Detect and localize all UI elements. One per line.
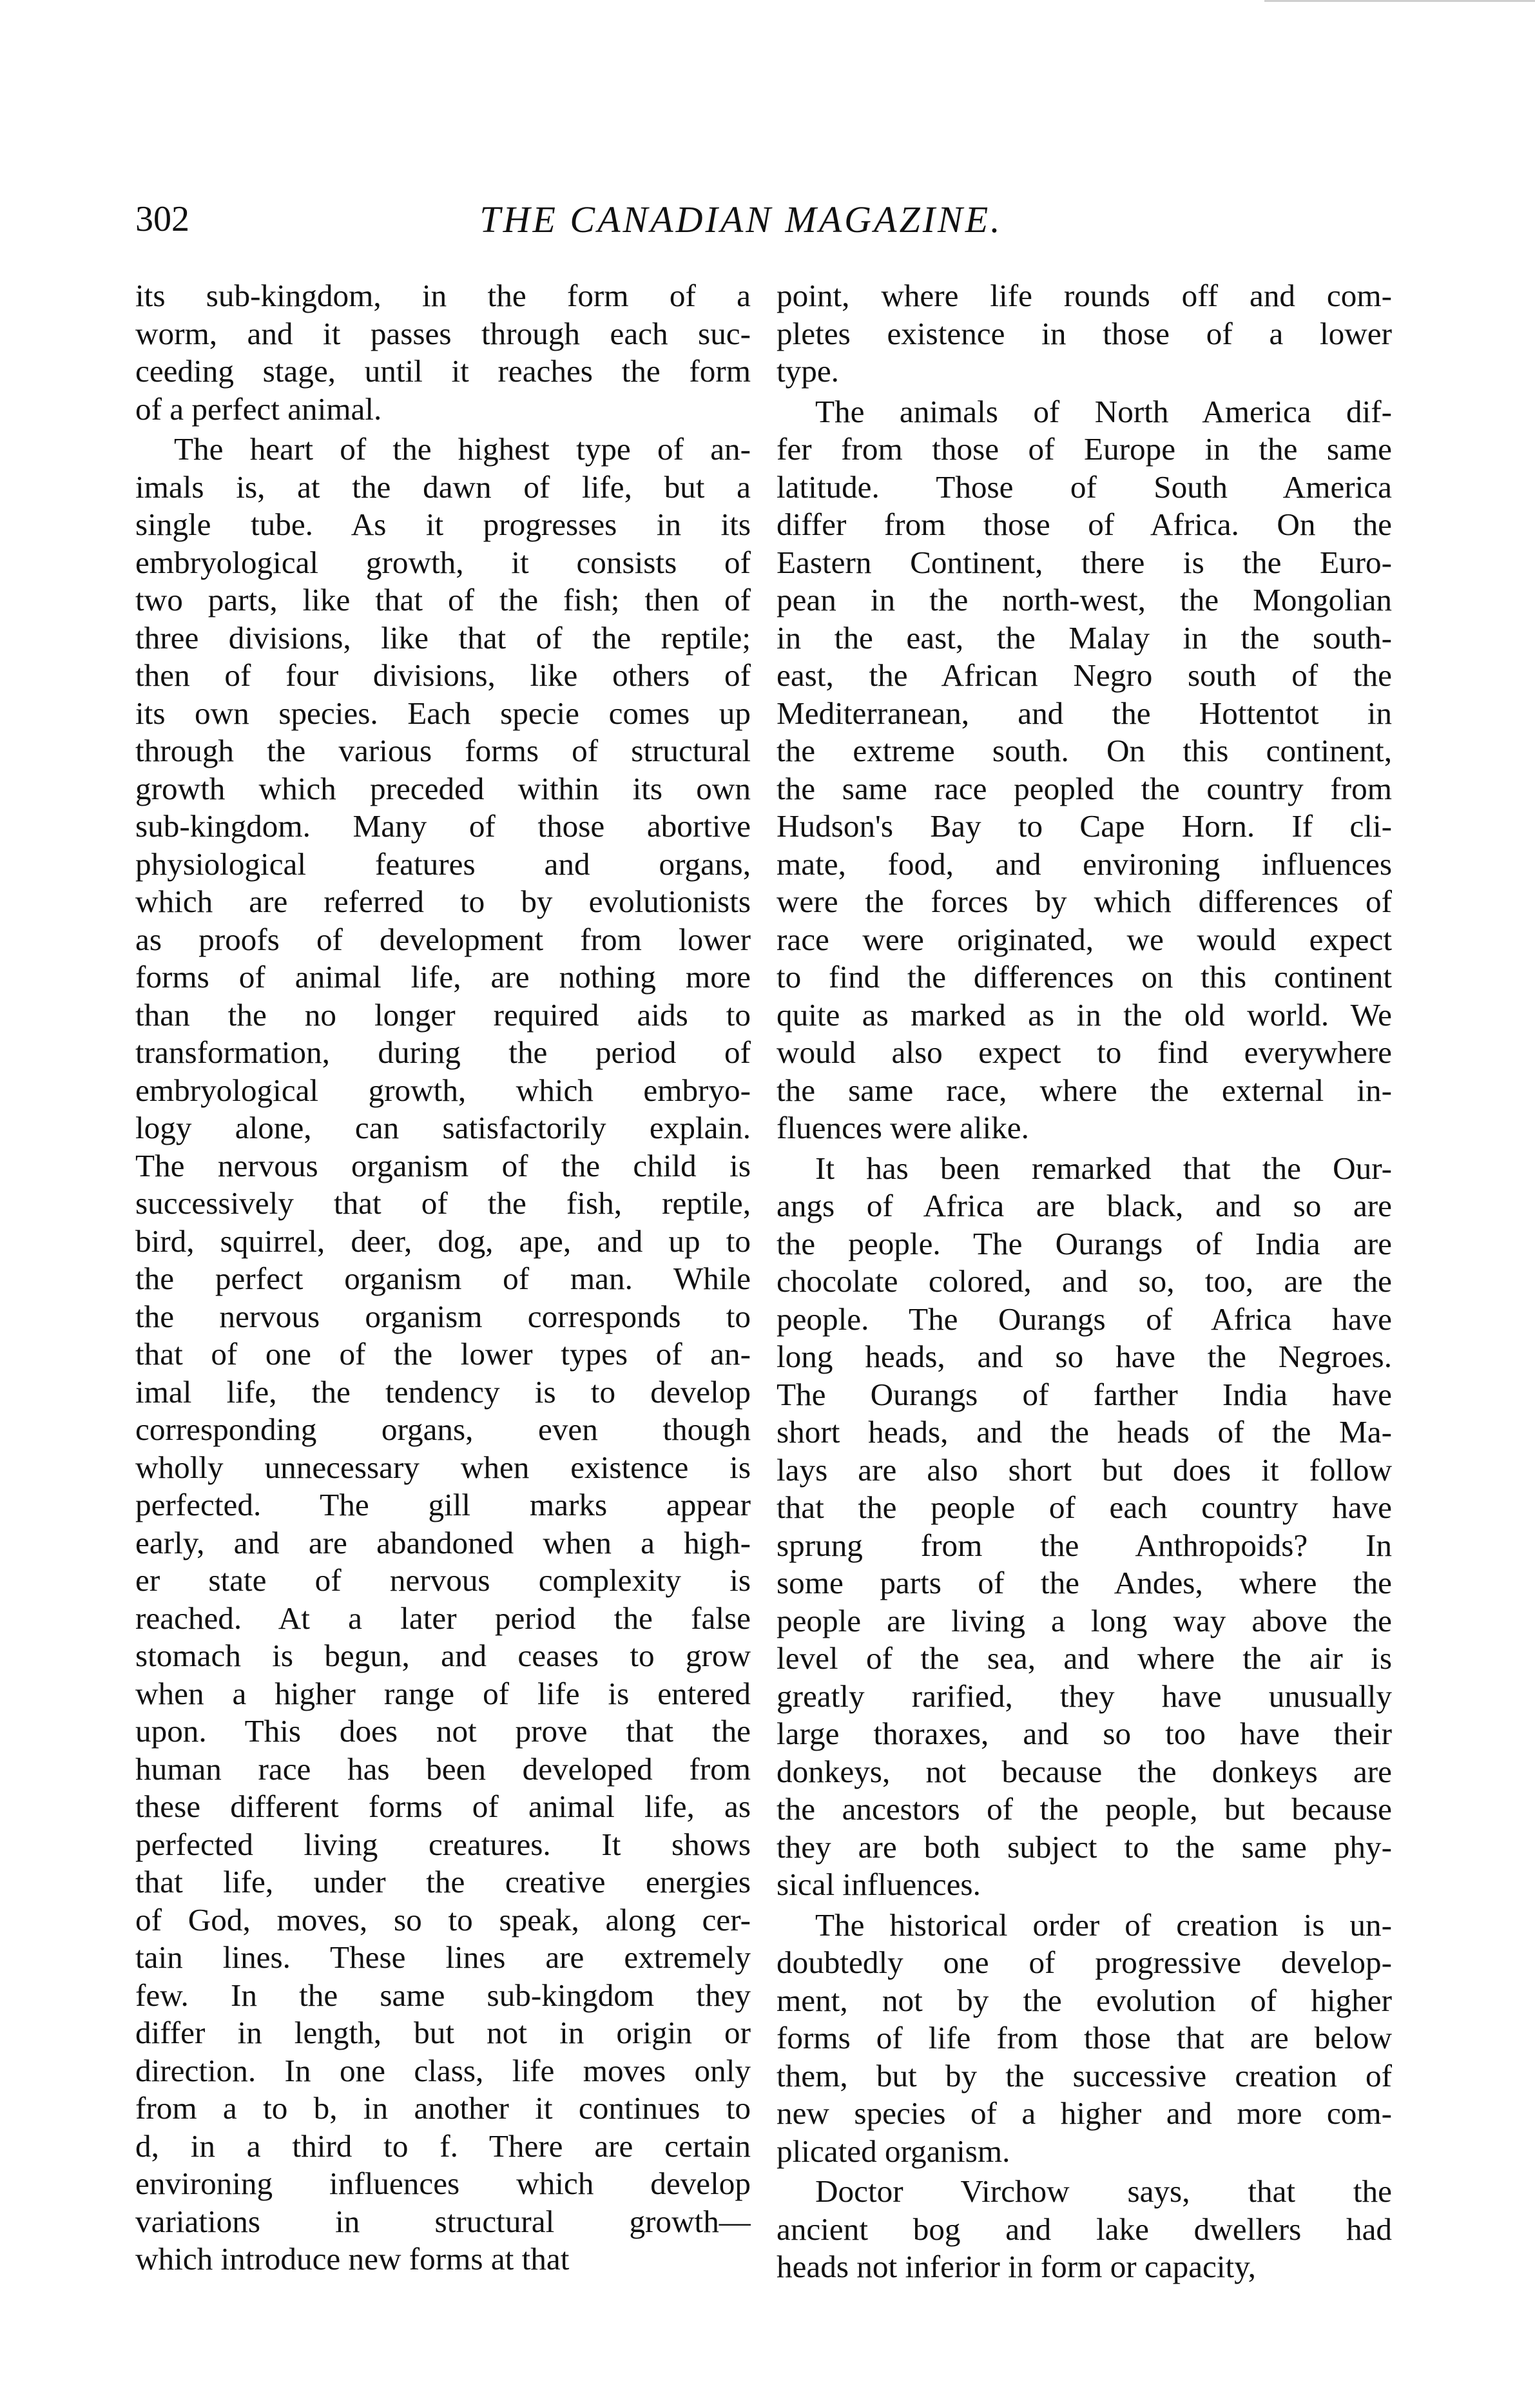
text-line: differ in length, but not in origin or: [135, 2015, 751, 2050]
text-line: then of four divisions, like others of: [135, 657, 751, 693]
text-line: would also expect to find everywhere: [777, 1034, 1392, 1070]
text-line: latitude. Those of South America: [777, 469, 1392, 505]
text-line: people. The Ourangs of Africa have: [777, 1301, 1392, 1337]
text-line: The nervous organism of the child is: [135, 1147, 751, 1183]
text-line: short heads, and the heads of the Ma-: [777, 1414, 1392, 1450]
text-line: variations in structural growth—: [135, 2203, 751, 2239]
text-line: new species of a higher and more com-: [777, 2095, 1392, 2131]
paragraph: [777, 1907, 1392, 2171]
text-line: three divisions, like that of the reptile;: [135, 619, 751, 655]
text-line: through the various forms of structural: [135, 733, 751, 768]
text-line: of God, moves, so to speak, along cer-: [135, 1901, 751, 1937]
text-line: angs of Africa are black, and so are: [777, 1188, 1392, 1223]
text-line: long heads, and so have the Negroes.: [777, 1339, 1392, 1374]
text-line: some parts of the Andes, where the: [777, 1565, 1392, 1600]
text-line: greatly rarified, they have unusually: [777, 1678, 1392, 1714]
text-line: in the east, the Malay in the south-: [777, 619, 1392, 655]
text-line: fluences were alike.: [777, 1110, 1029, 1145]
top-edge-rule: [1264, 0, 1535, 2]
text-line: the same race peopled the country from: [777, 770, 1392, 806]
text-line: The heart of the highest type of an-: [174, 431, 751, 467]
text-line: when a higher range of life is entered: [135, 1675, 751, 1711]
text-line: The Ourangs of farther India have: [777, 1376, 1392, 1412]
text-line: two parts, like that of the fish; then of: [135, 582, 751, 617]
text-line: fer from those of Europe in the same: [777, 431, 1392, 467]
text-line: Mediterranean, and the Hottentot in: [777, 695, 1392, 731]
text-line: forms of life from those that are below: [777, 2020, 1392, 2055]
text-line: imals is, at the dawn of life, but a: [135, 469, 751, 505]
text-line: forms of animal life, are nothing more: [135, 959, 751, 995]
running-title: THE CANADIAN MAGAZINE.: [479, 199, 1003, 240]
text-line: heads not inferior in form or capacity,: [777, 2249, 1256, 2284]
text-line: human race has been developed from: [135, 1751, 751, 1787]
text-line: wholly unnecessary when existence is: [135, 1449, 751, 1485]
text-line: were the forces by which differences of: [777, 884, 1392, 919]
text-line: plicated organism.: [777, 2133, 1010, 2169]
paragraph: [777, 2173, 1392, 2286]
text-line: successively that of the fish, reptile,: [135, 1185, 751, 1221]
text-line: environing influences which develop: [135, 2166, 751, 2201]
text-line: growth which preceded within its own: [135, 770, 751, 806]
text-line: sical influences.: [777, 1867, 981, 1902]
text-line: point, where life rounds off and com-: [777, 278, 1392, 313]
text-line: reached. At a later period the false: [135, 1600, 751, 1636]
text-line: the ancestors of the people, but because: [777, 1791, 1392, 1827]
text-line: the extreme south. On this continent,: [777, 733, 1392, 768]
text-line: the perfect organism of man. While: [135, 1261, 751, 1296]
text-line: few. In the same sub-kingdom they: [135, 1977, 751, 2013]
text-line: they are both subject to the same phy-: [777, 1829, 1392, 1865]
text-line: mate, food, and environing influences: [777, 846, 1392, 882]
text-line: donkeys, not because the donkeys are: [777, 1753, 1392, 1789]
text-line: differ from those of Africa. On the: [777, 507, 1392, 542]
text-line: d, in a third to f. There are certain: [135, 2128, 751, 2164]
text-line: embryological growth, it consists of: [135, 544, 751, 580]
text-line: embryological growth, which embryo-: [135, 1072, 751, 1108]
text-line: its own species. Each specie comes up: [135, 695, 751, 731]
text-line: perfected living creatures. It shows: [135, 1826, 751, 1862]
text-line: quite as marked as in the old world. We: [777, 996, 1392, 1033]
text-line: tain lines. These lines are extremely: [135, 1939, 751, 1975]
text-line: lays are also short but does it follow: [777, 1452, 1392, 1488]
text-line: that of one of the lower types of an-: [135, 1336, 751, 1372]
text-line: Hudson's Bay to Cape Horn. If cli-: [777, 808, 1392, 844]
text-line: corresponding organs, even though: [135, 1412, 751, 1447]
paragraph: [135, 277, 751, 428]
text-line: bird, squirrel, deer, dog, ape, and up to: [135, 1223, 751, 1259]
text-line: physiological features and organs,: [135, 846, 751, 882]
text-line: the nervous organism corresponds to: [135, 1298, 751, 1334]
text-line: transformation, during the period of: [135, 1034, 751, 1070]
text-line: that the people of each country have: [777, 1490, 1392, 1525]
text-line: level of the sea, and where the air is: [777, 1640, 1392, 1676]
text-line: The historical order of creation is un-: [815, 1907, 1392, 1943]
text-line: type.: [777, 353, 839, 389]
text-line: doubtedly one of progressive develop-: [777, 1945, 1392, 1980]
text-line: ment, not by the evolution of higher: [777, 1982, 1392, 2018]
text-line: people are living a long way above the: [777, 1602, 1392, 1638]
text-line: which are referred to by evolutionists: [135, 884, 751, 919]
text-line: from a to b, in another it continues to: [135, 2090, 751, 2126]
text-line: early, and are abandoned when a high-: [135, 1524, 751, 1560]
text-line: upon. This does not prove that the: [135, 1713, 751, 1749]
text-line: than the no longer required aids to: [135, 996, 751, 1033]
paragraph: [777, 393, 1392, 1147]
text-line: of a perfect animal.: [135, 391, 382, 427]
text-line: It has been remarked that the Our-: [815, 1150, 1392, 1186]
text-line: as proofs of development from lower: [135, 921, 751, 957]
text-line: pean in the north-west, the Mongolian: [777, 582, 1392, 617]
text-line: single tube. As it progresses in its: [135, 507, 751, 542]
text-line: them, but by the successive creation of: [777, 2057, 1392, 2093]
page-number: 302: [135, 199, 189, 239]
text-line: that life, under the creative energies: [135, 1864, 751, 1899]
text-line: er state of nervous complexity is: [135, 1562, 751, 1598]
paragraph: [777, 277, 1392, 391]
text-line: which introduce new forms at that: [135, 2241, 570, 2277]
text-line: east, the African Negro south of the: [777, 657, 1392, 693]
text-line: sprung from the Anthropoids? In: [777, 1527, 1392, 1563]
text-line: perfected. The gill marks appear: [135, 1487, 751, 1522]
text-line: The animals of North America dif-: [815, 393, 1392, 429]
right-column: [777, 277, 1392, 2286]
text-line: sub-kingdom. Many of those abortive: [135, 808, 751, 844]
paragraph: [135, 431, 751, 2278]
text-line: race were originated, we would expect: [777, 921, 1392, 957]
text-line: the same race, where the external in-: [777, 1072, 1392, 1108]
text-line: these different forms of animal life, as: [135, 1789, 751, 1824]
left-column: [135, 277, 751, 2278]
text-line: pletes existence in those of a lower: [777, 315, 1392, 351]
text-line: direction. In one class, life moves only: [135, 2052, 751, 2088]
text-line: to find the differences on this continent: [777, 959, 1392, 995]
text-line: logy alone, can satisfactorily explain.: [135, 1110, 751, 1145]
text-line: large thoraxes, and so too have their: [777, 1716, 1392, 1751]
text-line: ancient bog and lake dwellers had: [777, 2211, 1392, 2247]
text-line: imal life, the tendency is to develop: [135, 1374, 751, 1410]
paragraph: [777, 1150, 1392, 1904]
text-line: the people. The Ourangs of India are: [777, 1225, 1392, 1261]
text-line: chocolate colored, and so, too, are the: [777, 1263, 1392, 1299]
text-line: its sub-kingdom, in the form of a: [135, 278, 751, 313]
text-line: Doctor Virchow says, that the: [815, 2173, 1392, 2209]
text-line: ceeding stage, until it reaches the form: [135, 353, 751, 389]
text-line: worm, and it passes through each suc-: [135, 315, 751, 351]
text-line: Eastern Continent, there is the Euro-: [777, 544, 1392, 580]
text-line: stomach is begun, and ceases to grow: [135, 1638, 751, 1673]
